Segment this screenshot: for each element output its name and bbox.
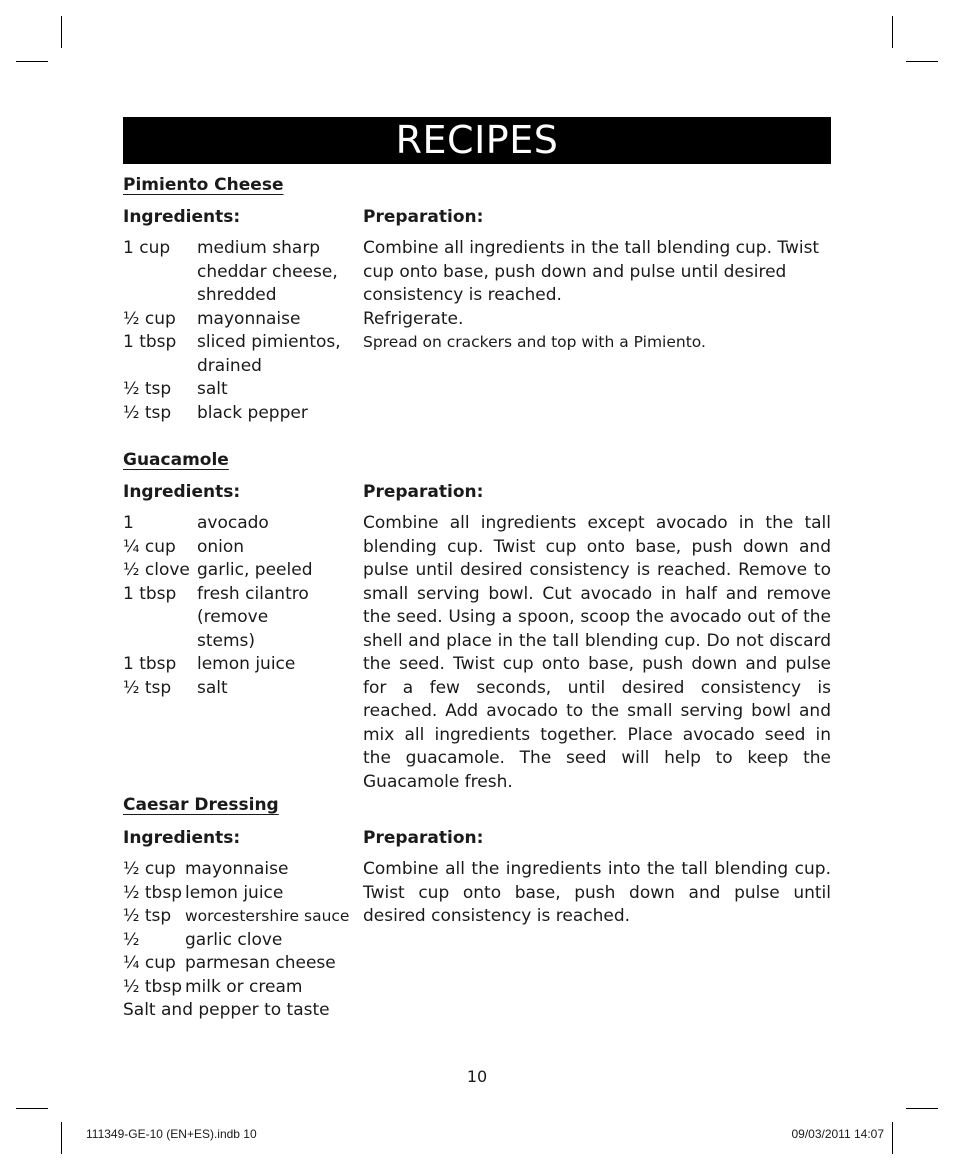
ingredients-heading: Ingredients: <box>123 482 241 502</box>
page-number: 10 <box>466 1067 488 1086</box>
crop-mark <box>61 16 62 48</box>
crop-mark <box>906 1108 938 1109</box>
preparation-paragraph: Spread on crackers and top with a Pimiento. <box>363 333 706 351</box>
ingredient-qty: ½ tsp <box>123 379 172 399</box>
ingredient-qty: ½ cup <box>123 859 176 879</box>
preparation-paragraph: Combine all ingredients except avocado in the tall blending cup. Twist cup onto base, push down and pulse until desired consistency is reached. Remove to small serving bowl. Cut avocado in half and remove the seed. Using a spoon, scoop the avocado out of the shell and place in the tall blending cup. Do not discard the seed. Twist cup onto base, push down and pulse for a few seconds, until desired consistency is reached. Add avocado to the small serving bowl and mix all ingredients together. Place avocado seed in the guacamole. The seed will help to keep the Guacamole fresh. <box>363 513 831 792</box>
ingredient-qty: ¼ cup <box>123 953 176 973</box>
ingredient-row <box>123 952 358 976</box>
page-title: RECIPES <box>123 117 831 164</box>
ingredient-qty: ½ tbsp <box>123 882 182 903</box>
ingredient-qty: ½ tsp <box>123 906 172 926</box>
preparation-text <box>363 858 831 929</box>
crop-mark <box>16 1108 48 1109</box>
ingredient-row <box>123 237 358 308</box>
ingredient-name: parmesan cheese <box>185 953 336 973</box>
ingredient-row <box>123 402 358 426</box>
preparation-paragraph: Combine all ingredients in the tall blending cup. Twist cup onto base, push down and pulse until desired consistency is reached. <box>363 238 820 305</box>
ingredient-qty: 1 tbsp <box>123 332 177 352</box>
ingredient-qty: ½ cup <box>123 308 176 329</box>
ingredient-qty: ½ clove <box>123 560 190 580</box>
ingredients-heading: Ingredients: <box>123 207 241 227</box>
ingredient-name: avocado <box>197 513 269 533</box>
ingredient-qty: 1 cup <box>123 238 171 258</box>
ingredient-name: garlic, peeled <box>197 560 313 580</box>
ingredients-heading: Ingredients: <box>123 828 241 848</box>
preparation-heading: Preparation: <box>363 828 484 848</box>
ingredient-row <box>123 653 358 677</box>
ingredient-qty: 1 <box>123 513 134 533</box>
ingredient-list <box>123 237 358 425</box>
ingredient-qty: 1 tbsp <box>123 583 177 604</box>
ingredient-qty: ¼ cup <box>123 536 176 557</box>
ingredient-row <box>123 905 358 929</box>
date-slug: 09/03/2011 14:07 <box>791 1127 884 1141</box>
crop-mark <box>16 61 48 62</box>
preparation-text <box>363 237 831 355</box>
crop-mark <box>892 1122 893 1154</box>
ingredient-name: lemon juice <box>197 654 296 674</box>
ingredient-row <box>123 929 358 953</box>
ingredient-name: salt <box>197 379 228 399</box>
ingredient-name: milk or cream <box>185 976 303 997</box>
ingredient-row <box>123 512 358 536</box>
ingredient-row <box>123 882 358 906</box>
ingredient-row <box>123 308 358 332</box>
ingredient-name: black pepper <box>197 402 308 423</box>
crop-mark <box>61 1122 62 1154</box>
ingredient-row <box>123 976 358 1000</box>
ingredient-row <box>123 677 358 701</box>
recipe-title-guacamole: Guacamole <box>123 450 229 470</box>
ingredient-row <box>123 331 358 378</box>
preparation-heading: Preparation: <box>363 482 484 502</box>
ingredient-row <box>123 858 358 882</box>
preparation-paragraph: Refrigerate. <box>363 308 464 329</box>
ingredient-name: fresh cilantro (remove stems) <box>197 583 309 651</box>
ingredient-list <box>123 512 358 700</box>
ingredient-row <box>123 583 358 654</box>
file-slug: 111349-GE-10 (EN+ES).indb 10 <box>86 1127 257 1141</box>
preparation-heading: Preparation: <box>363 207 484 227</box>
ingredient-name: medium sharp cheddar cheese, shredded <box>197 238 338 305</box>
ingredient-name: garlic clove <box>185 929 283 950</box>
ingredient-name: lemon juice <box>185 882 284 903</box>
ingredient-row <box>123 536 358 560</box>
ingredient-name: onion <box>197 536 245 557</box>
ingredient-name: sliced pimientos, drained <box>197 332 341 376</box>
ingredient-row <box>123 559 358 583</box>
ingredient-name: worcestershire sauce <box>185 907 350 925</box>
crop-mark <box>906 61 938 62</box>
preparation-text <box>363 512 831 794</box>
ingredient-qty: ½ tbsp <box>123 976 182 997</box>
ingredient-name: mayonnaise <box>197 308 301 329</box>
recipe-title-caesar-dressing: Caesar Dressing <box>123 795 279 815</box>
crop-mark <box>892 16 893 48</box>
ingredient-qty: ½ tsp <box>123 677 172 698</box>
ingredient-name: mayonnaise <box>185 859 289 879</box>
ingredient-name: salt <box>197 677 228 698</box>
preparation-paragraph: Combine all the ingredients into the tall blending cup. Twist cup onto base, push down and pulse until desired consistency is reached. <box>363 859 831 926</box>
ingredient-row <box>123 378 358 402</box>
ingredient-qty: ½ <box>123 929 140 950</box>
ingredient-list <box>123 858 358 1023</box>
ingredient-qty: 1 tbsp <box>123 654 177 674</box>
recipe-title-pimiento-cheese: Pimiento Cheese <box>123 175 284 195</box>
ingredient-qty: ½ tsp <box>123 402 172 423</box>
ingredient-note: Salt and pepper to taste <box>123 1000 330 1020</box>
